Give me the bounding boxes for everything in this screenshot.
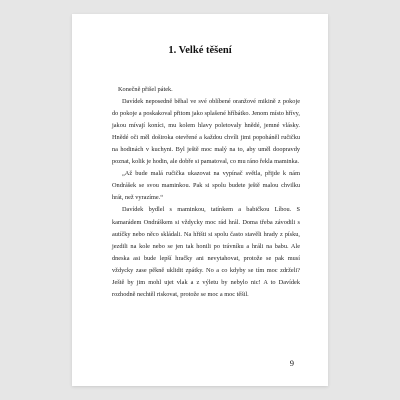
chapter-body xyxy=(112,84,300,301)
book-page xyxy=(72,14,328,386)
page-number: 9 xyxy=(289,358,294,368)
paragraph-4: Davídek bydlel s maminkou, tatínkem a babičkou Líbou. S kamarádem Ondráškem si vždycky moc rád hrál. Doma třeba závodili s autíčky nebo něco skládali. Na hřišti si spolu často stavěli hrady z písku, jezdili na kole nebo se jen tak honili po trávníku a hráli na babu. Ale dneska asi bude lepší hračky ani nevytahovat, protože se pak musí vždycky zase pěkně uklidit zpátky. No a co kdyby se tím moc zdrželi? Ještě by jim mohl ujet vlak a z výletu by nebylo nic! A to Davídek rozhodně nechtěl riskovat, protože se moc a moc těšil. xyxy=(112,206,300,298)
chapter-title: 1. Velké těšení xyxy=(168,45,232,56)
paragraph-2: Davídek neposedně běhal ve své oblíbené oranžové mikině z pokoje do pokoje a poskakoval přitom jako splašené hříbátko. Jenom místo hřívy, jakou mívají koníci, mu kolem hlavy poletovaly hnědé, jemné vlásky. Hnědé oči měl doširoka otevřené a každou chvíli jimi popoháněl ručičku na hodinách v kuchyni. Byl ještě moc malý na to, aby uměl doopravdy poznat, kolik je hodin, ale dobře si pamatoval, co mu ráno řekla maminka. xyxy=(112,98,300,166)
paragraph-3: „Až bude malá ručička ukazovat na vypínač světla, přijde k nám Ondrášek se svou maminkou. Pak si spolu budete ještě malou chvilku hrát, než vyrazíme.“ xyxy=(112,170,300,202)
paragraph-1: Konečně přišel pátek. xyxy=(118,86,173,93)
